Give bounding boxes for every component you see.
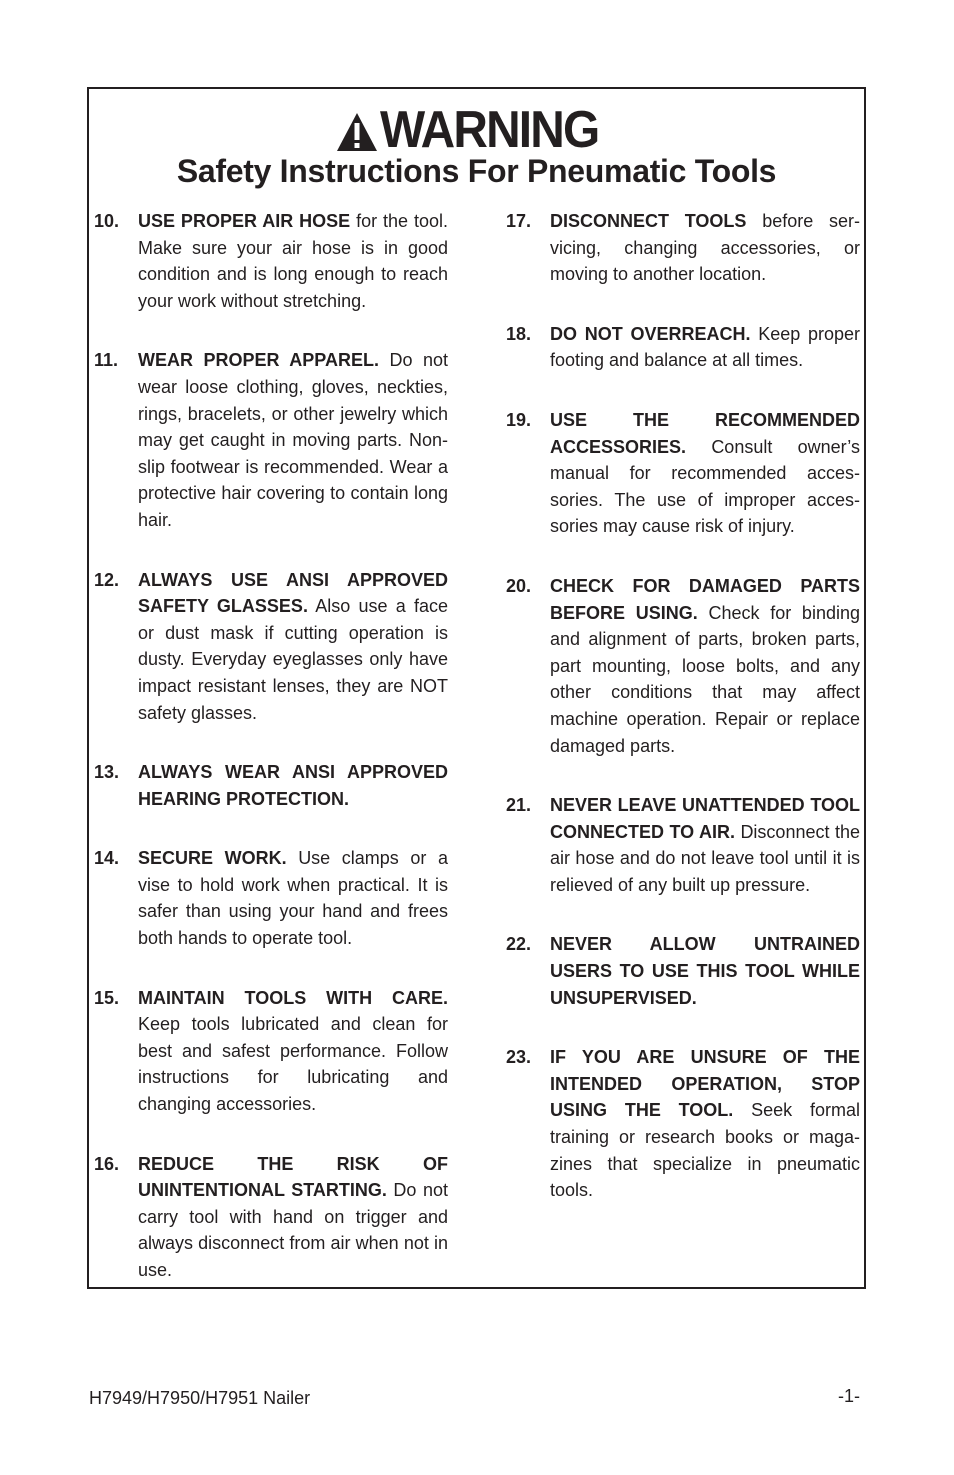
item-text: Do not carry tool with hand on trigger and always disconnect from air when not in use. <box>138 1180 448 1280</box>
safety-item <box>94 759 448 812</box>
item-number: 17. <box>506 211 532 231</box>
item-body <box>550 1044 860 1204</box>
item-body <box>550 208 860 288</box>
warning-box <box>87 87 866 1289</box>
item-number: 22. <box>506 934 532 955</box>
item-heading: MAINTAIN TOOLS WITH CARE. <box>138 987 448 1008</box>
item-body <box>138 1151 448 1284</box>
item-text: Consult owner’s manual for recommended accessories. The use of improper accessories may cause risk of injury. <box>550 436 860 537</box>
item-number: 10. <box>94 211 120 231</box>
item-body <box>550 573 860 759</box>
item-heading: NEVER ALLOW UNTRAINED USERS TO USE THIS TOOL WHILE UNSUPERVISED. <box>550 934 860 1008</box>
warning-heading <box>89 103 864 157</box>
item-number: 11. <box>94 350 119 371</box>
item-number: 19. <box>506 409 532 430</box>
item-number: 16. <box>94 1153 120 1174</box>
safety-item <box>94 567 448 727</box>
item-heading: IF YOU ARE UNSURE OF THE INTENDED OPERATION, STOP USING THE TOOL. <box>550 1047 860 1121</box>
item-heading: DO NOT OVERREACH. <box>550 323 751 344</box>
left-column <box>94 208 448 1317</box>
item-body <box>138 347 448 533</box>
warning-title: WARNING <box>379 101 599 159</box>
safety-item <box>94 347 448 533</box>
safety-item <box>506 208 860 288</box>
item-text: Do not wear loose clothing, gloves, neckties, rings, bracelets, or other jewelry which may get caught in moving parts. Non-slip footwear is recommended. Wear a protective hair covering to contain long hair. <box>138 350 448 530</box>
footer-model: H7949/H7950/H7951 Nailer <box>89 1388 311 1408</box>
item-text: Seek formal training or research books or magazines that specialize in pneumatic tools. <box>550 1100 860 1201</box>
item-number: 18. <box>506 323 532 344</box>
item-heading: USE PROPER AIR HOSE <box>138 211 351 231</box>
safety-item <box>506 1044 860 1204</box>
safety-item <box>506 931 860 1011</box>
item-text: Keep proper footing and balance at all times. <box>550 323 860 371</box>
item-heading: REDUCE THE RISK OF UNINTENTIONAL STARTING. <box>138 1153 448 1201</box>
item-body <box>550 931 860 1011</box>
item-body <box>138 759 448 812</box>
item-body <box>138 845 448 951</box>
safety-item <box>94 985 448 1118</box>
item-text: Keep tools lubricated and clean for best and safest performance. Follow instructions for lubricating and changing accessories. <box>138 1014 448 1115</box>
item-heading: ALWAYS WEAR ANSI APPROVED HEARING PROTECTION. <box>138 762 448 809</box>
item-body <box>550 407 860 540</box>
item-heading: ALWAYS USE ANSI APPROVED SAFETY GLASSES. <box>138 569 448 617</box>
safety-item <box>506 792 860 898</box>
warning-triangle-icon <box>336 111 378 153</box>
item-number: 20. <box>506 575 532 596</box>
item-number: 23. <box>506 1047 532 1068</box>
safety-item <box>94 1151 448 1284</box>
item-heading: DISCONNECT TOOLS <box>550 211 747 231</box>
item-number: 14. <box>94 848 120 869</box>
item-text: Check for binding and alignment of parts, broken parts, part mounting, loose bolts, and any other conditions that may affect machine operation. Repair or replace damaged parts. <box>550 602 860 756</box>
item-number: 21. <box>506 795 532 816</box>
item-body <box>138 985 448 1118</box>
item-body <box>550 792 860 898</box>
item-text: Use clamps or a vise to hold work when practical. It is safer than using your hand and frees both hands to operate tool. <box>138 848 448 949</box>
item-heading: USE THE RECOMMENDED ACCESSORIES. <box>550 409 860 457</box>
page-subtitle: Safety Instructions For Pneumatic Tools <box>176 153 777 189</box>
item-number: 12. <box>94 569 120 590</box>
item-heading: CHECK FOR DAMAGED PARTS BEFORE USING. <box>550 575 860 623</box>
page-number: -1- <box>838 1386 860 1406</box>
safety-item <box>506 407 860 540</box>
item-number: 13. <box>94 762 120 783</box>
safety-item <box>94 208 448 314</box>
right-column <box>506 208 860 1237</box>
safety-item <box>506 573 860 759</box>
safety-item <box>94 845 448 951</box>
safety-item <box>506 321 860 374</box>
item-body <box>138 567 448 727</box>
item-text: before servicing, changing accessories, or moving to another location. <box>550 211 860 285</box>
item-heading: NEVER LEAVE UNATTENDED TOOL CONNECTED TO AIR. <box>550 795 860 842</box>
item-heading: SECURE WORK. <box>138 848 287 869</box>
item-body <box>138 208 448 314</box>
item-text: for the tool. Make sure your air hose is in good condition and is long enough to reach your work without stretching. <box>138 211 448 311</box>
item-number: 15. <box>94 987 120 1008</box>
item-body <box>550 321 860 374</box>
item-text: Disconnect the air hose and do not leave tool until it is relieved of any built up pressure. <box>550 821 860 895</box>
item-text: Also use a face or dust mask if cutting operation is dusty. Everyday eyeglasses only have impact resistant lenses, they are NOT safety glasses. <box>138 596 448 723</box>
item-heading: WEAR PROPER APPAREL. <box>138 350 379 371</box>
